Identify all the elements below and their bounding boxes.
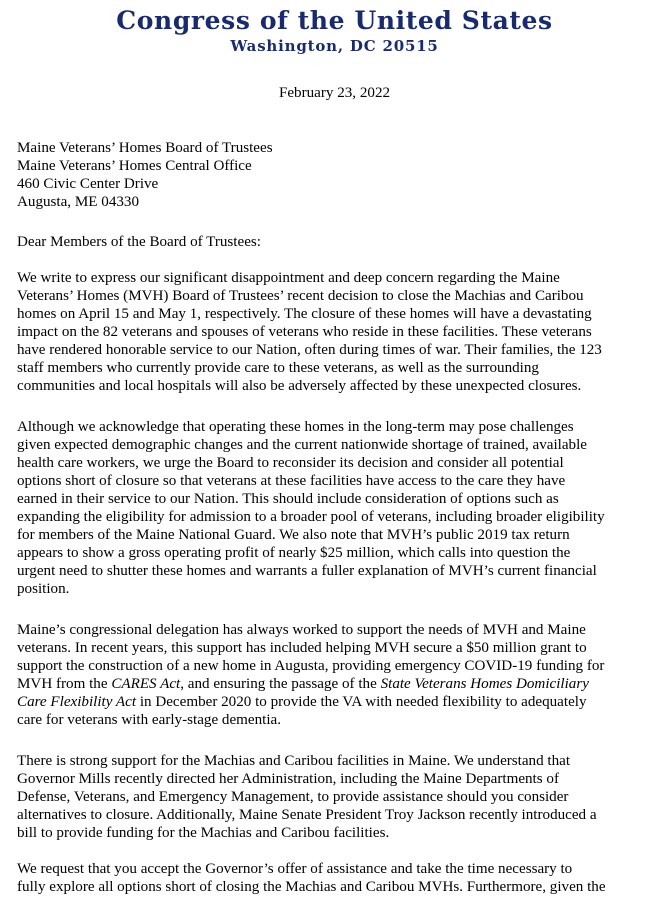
text-line: Maine’s congressional delegation has always worked to support the needs of MVH and Maine bbox=[17, 622, 586, 638]
text-line bbox=[17, 693, 647, 711]
text-line: options short of closure so that veterans at these facilities have access to the care they have bbox=[17, 473, 566, 489]
text-line: urgent need to shutter these homes and warrants a fuller explanation of MVH’s current financial bbox=[17, 563, 597, 579]
text-line: We write to express our significant disappointment and deep concern regarding the Maine bbox=[17, 270, 560, 286]
text-line: veterans. In recent years, this support has included helping MVH secure a $50 million grant to bbox=[17, 640, 587, 656]
address-line: Maine Veterans’ Homes Central Office bbox=[17, 158, 252, 174]
text-line: care for veterans with early-stage dementia. bbox=[17, 712, 282, 728]
paragraph-1 bbox=[17, 269, 647, 395]
text-line: have rendered honorable service to our Nation, often during times of war. Their families, the 123 bbox=[17, 342, 602, 358]
text-line: communities and local hospitals will also be adversely affected by these unexpected closures. bbox=[17, 378, 582, 394]
text-line: for members of the Maine National Guard. We also note that MVH’s public 2019 tax return bbox=[17, 527, 570, 543]
address-line: 460 Civic Center Drive bbox=[17, 176, 159, 192]
text-line: impact on the 82 veterans and spouses of veterans who reside in these facilities. These veterans bbox=[17, 324, 592, 340]
text-line: appears to show a gross operating profit of nearly $25 million, which calls into question the bbox=[17, 545, 571, 561]
text-line: support the construction of a new home in Augusta, providing emergency COVID-19 funding for bbox=[17, 658, 605, 674]
letterhead-subtitle: Washington, DC 20515 bbox=[230, 37, 439, 55]
paragraph-4 bbox=[17, 752, 647, 842]
paragraph-5 bbox=[17, 860, 647, 896]
act-title-flexibility: Care Flexibility Act bbox=[17, 694, 137, 710]
letterhead bbox=[0, 6, 669, 56]
paragraph-3 bbox=[17, 621, 647, 729]
letter-date: February 23, 2022 bbox=[278, 85, 391, 101]
text-run: in December 2020 to provide the VA with needed flexibility to adequately bbox=[136, 694, 587, 710]
text-line: bill to provide funding for the Machias and Caribou facilities. bbox=[17, 825, 390, 841]
text-line bbox=[17, 675, 647, 693]
act-title-cares: CARES Act bbox=[111, 676, 181, 692]
text-line: Although we acknowledge that operating these homes in the long-term may pose challenges bbox=[17, 419, 574, 435]
text-line: Veterans’ Homes (MVH) Board of Trustees’ recent decision to close the Machias and Caribou bbox=[17, 288, 584, 304]
text-line: health care workers, we urge the Board to reconsider its decision and consider all potential bbox=[17, 455, 564, 471]
text-line: earned in their service to our Nation. This should include consideration of options such as bbox=[17, 491, 559, 507]
text-line: homes on April 15 and May 1, respectively. The closure of these homes will have a devastating bbox=[17, 306, 592, 322]
address-line: Augusta, ME 04330 bbox=[17, 194, 140, 210]
letterhead-title: Congress of the United States bbox=[116, 6, 553, 35]
text-line: fully explore all options short of closing the Machias and Caribou MVHs. Furthermore, given the bbox=[17, 879, 606, 895]
paragraph-2 bbox=[17, 418, 647, 598]
text-line: staff members who currently provide care to these veterans, as well as the surrounding bbox=[17, 360, 539, 376]
text-line: There is strong support for the Machias and Caribou facilities in Maine. We understand that bbox=[17, 753, 571, 769]
text-line: position. bbox=[17, 581, 70, 597]
text-line: We request that you accept the Governor’s offer of assistance and take the time necessary to bbox=[17, 861, 573, 877]
act-title-state-veterans: State Veterans Homes Domiciliary bbox=[380, 676, 589, 692]
text-run: , and ensuring the passage of the bbox=[180, 676, 381, 692]
text-line: given expected demographic changes and the current nationwide shortage of trained, available bbox=[17, 437, 587, 453]
salutation: Dear Members of the Board of Trustees: bbox=[17, 234, 261, 250]
recipient-address bbox=[17, 139, 647, 211]
text-line: alternatives to closure. Additionally, Maine Senate President Troy Jackson recently introduced a bbox=[17, 807, 597, 823]
address-line: Maine Veterans’ Homes Board of Trustees bbox=[17, 140, 273, 156]
text-line: Governor Mills recently directed her Administration, including the Maine Departments of bbox=[17, 771, 559, 787]
text-run: MVH from the bbox=[17, 676, 112, 692]
text-line: Defense, Veterans, and Emergency Management, to provide assistance should you consider bbox=[17, 789, 569, 805]
text-line: expanding the eligibility for admission to a broader pool of veterans, including broader eligibility bbox=[17, 509, 605, 525]
